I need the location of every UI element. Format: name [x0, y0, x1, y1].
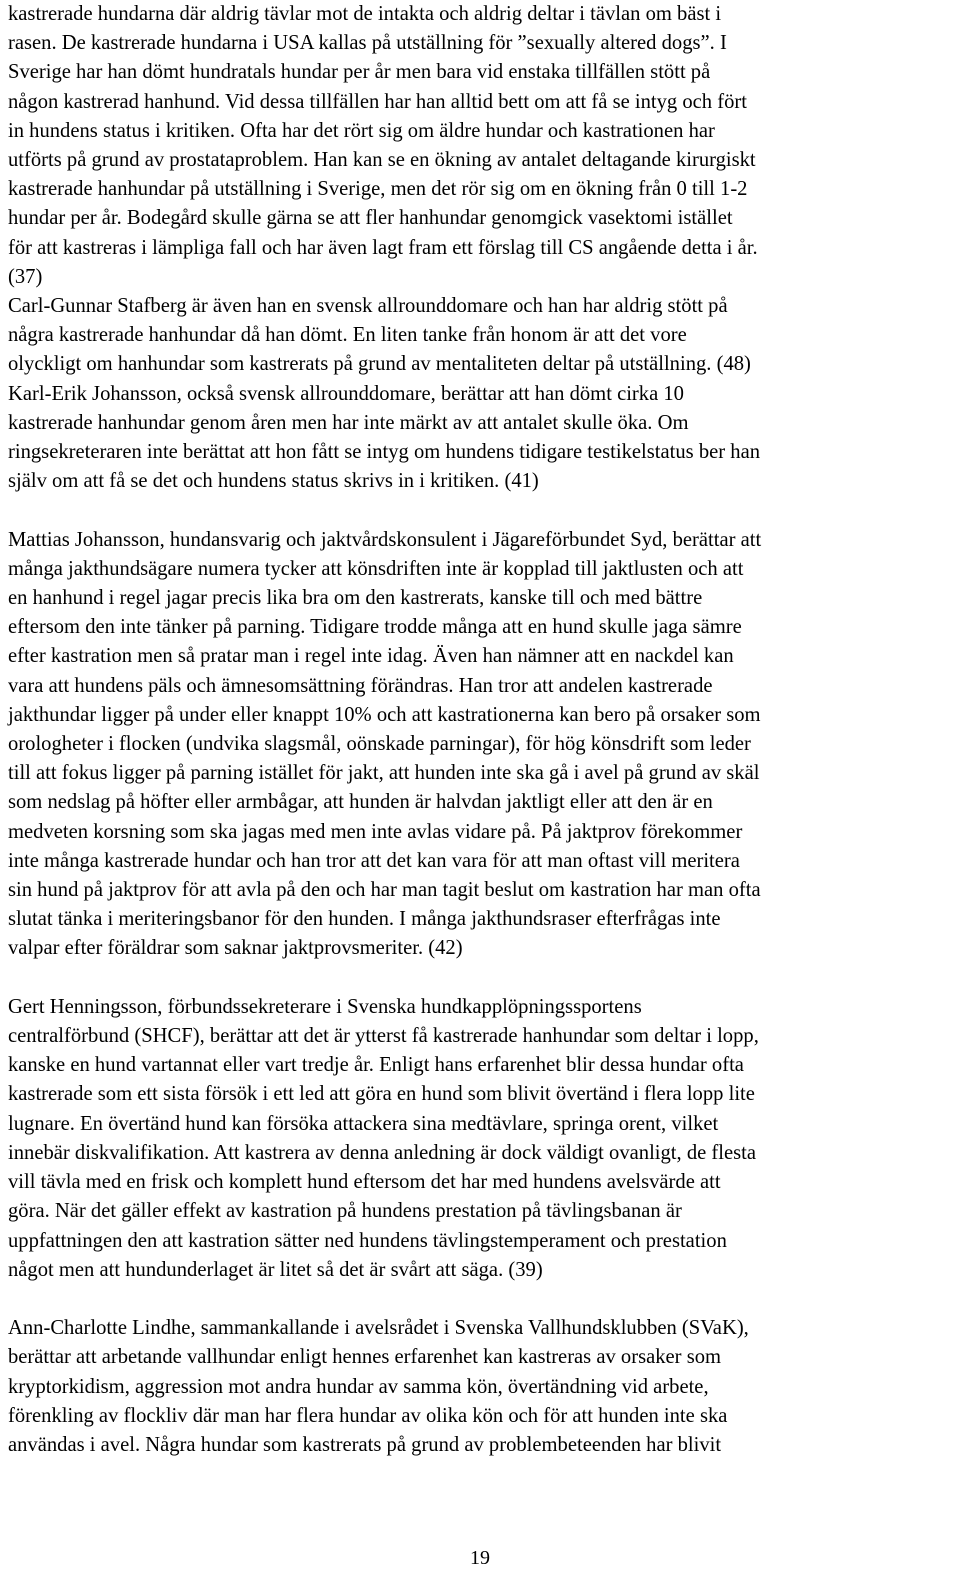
- page-number: 19: [470, 1547, 490, 1569]
- document-body: [8, 0, 952, 1460]
- paragraph-hunting-dogs: Mattias Johansson, hundansvarig och jaktvårdskonsulent i Jägareförbundet Syd, berättar att många jakthundsägare numera tycker att könsdriften inte är kopplad till jaktlusten och att en hanhund i regel jagar precis lika bra om den kastrerats, kanske till och med bättre eftersom den inte tänker på parning. Tidigare trodde många att en hund skulle jaga sämre efter kastration men så pratar man i regel inte idag. Även han nämner att en nackdel kan vara att hundens päls och ämnesomsättning förändras. Han tror att andelen kastrerade jakthundar ligger på under eller knappt 10% och att kastrationerna kan bero på orsaker som orologheter i flocken (undvika slagsmål, oönskade parningar), för hög könsdrift som leder till att fokus ligger på parning istället för jakt, att hunden inte ska gå i avel på grund av skäl som nedslag på höfter eller armbågar, att hunden är halvdan jaktligt eller att den är en medveten korsning som ska jagas med men inte avlas vidare på. På jaktprov förekommer inte många kastrerade hundar och han tror att det kan vara för att man oftast vill meritera sin hund på jaktprov för att avla på den och har man tagit beslut om kastration har man ofta slutat tänka i meriteringsbanor för den hunden. I många jakthundsraser efterfrågas inte valpar efter föräldrar som saknar jaktprovsmeriter. (42): [8, 528, 762, 960]
- paragraph-racing-dogs: Gert Henningsson, förbundssekreterare i Svenska hundkapplöpningssportens centralförbund (SHCF), berättar att det är ytterst få kastrerade hanhundar som deltar i lopp, kanske en hund vartannat eller vart tredje år. Enligt hans erfarenhet blir dessa hundar ofta kastrerade som ett sista försök i ett led att göra en hund som blivit övertänd i flera lopp lite lugnare. En övertänd hund kan försöka attackera sina medtävlare, springa orent, vilket innebär diskvalifikation. Att kastrera av denna anledning är dock väldigt ovanligt, de flesta vill tävla med en frisk och komplett hund eftersom det har med hundens avelsvärde att göra. När det gäller effekt av kastration på hundens prestation på tävlingsbanan är uppfattningen den att kastration sätter ned hundens tävlingstemperament och prestation något men att hundunderlaget är litet så det är svårt att säga. (39): [8, 995, 759, 1281]
- paragraph-herding-dogs: Ann-Charlotte Lindhe, sammankallande i avelsrådet i Svenska Vallhundsklubben (SVaK), berättar att arbetande vallhundar enligt hennes erfarenhet kan kastreras av orsaker som kryptorkidism, aggression mot andra hundar av samma kön, övertändning vid arbete, förenkling av flockliv där man har flera hundar av olika kön och för att hunden inte ska användas i avel. Några hundar som kastrerats på grund av problembeteenden har blivit: [8, 1317, 749, 1456]
- paragraph-judges: kastrerade hundarna där aldrig tävlar mot de intakta och aldrig deltar i tävlan om bäst i rasen. De kastrerade hundarna i USA kallas på utställning för ”sexually altered dogs”. I Sverige har han dömt hundratals hundar per år men bara vid enstaka tillfällen stött på någon kastrerad hanhund. Vid dessa tillfällen har han alltid bett om att få se intyg och fört in hundens status i kritiken. Ofta har det rört sig om äldre hundar och kastrationen har utförts på grund av prostataproblem. Han kan se en ökning av antalet deltagande kirurgiskt kastrerade hanhundar på utställning i Sverige, men det rör sig om en ökning från 0 till 1-2 hundar per år. Bodegård skulle gärna se att fler hanhundar genomgick vasektomi istället för att kastreras i lämpliga fall och har även lagt fram ett förslag till CS angående detta i år. (37) Carl-Gunnar Stafberg är även han en svensk allrounddomare och han har aldrig stött på några kastrerade hanhundar då han dömt. En liten tanke från honom är att det vore olyckligt om hanhundar som kastrerats på grund av mentaliteten deltar på utställning. (48) Karl-Erik Johansson, också svensk allrounddomare, berättar att han dömt cirka 10 kastrerade hanhundar genom åren men har inte märkt av att antalet skulle öka. Om ringsekreteraren inte berättat att hon fått se intyg om hundens tidigare testikelstatus ber han själv om att få se det och hundens status skrivs in i kritiken. (41): [8, 3, 761, 493]
